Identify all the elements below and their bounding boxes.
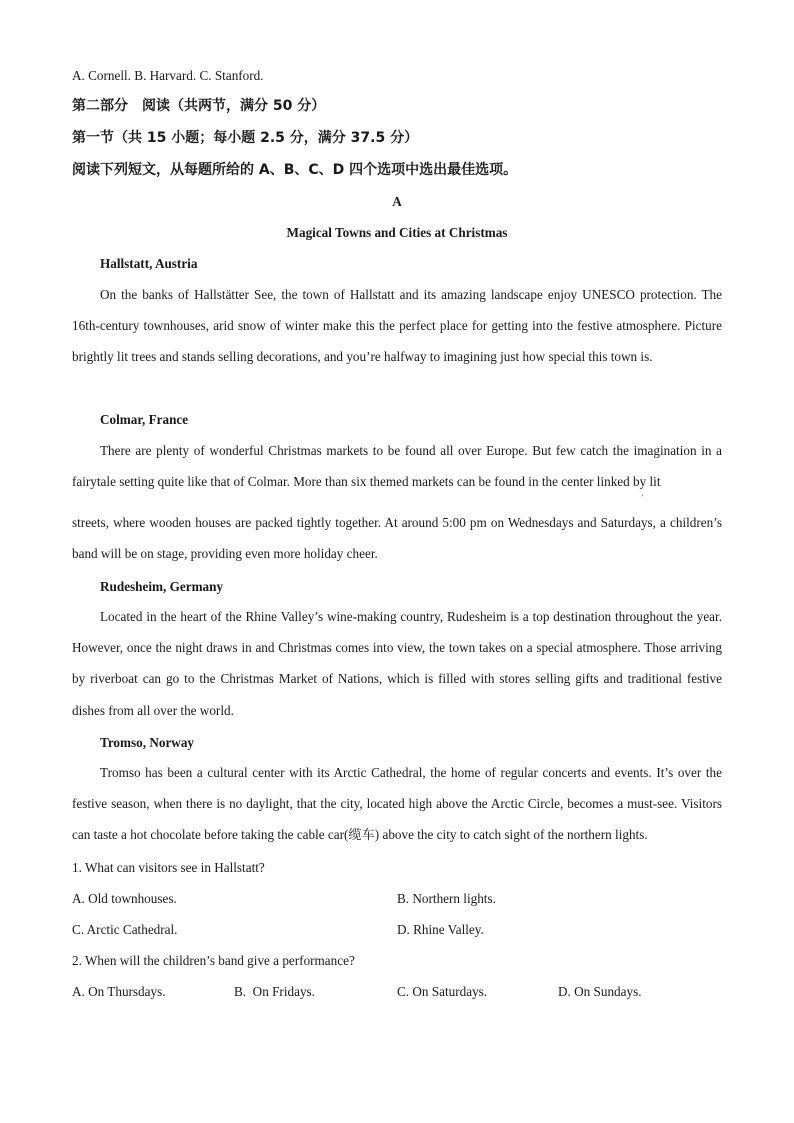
heading-tromso: Tromso, Norway bbox=[100, 735, 195, 750]
question-2-option-c: C. On Saturdays. bbox=[397, 984, 488, 999]
section-title: 第一节（共 15 小题；每小题 2.5 分，满分 37.5 分） bbox=[72, 130, 419, 146]
question-2-stem: 2. When will the children’s band give a performance? bbox=[72, 953, 355, 968]
paragraph-tromso: Tromso has been a cultural center with its Arctic Cathedral, the home of regular concerts and events. It’s over the festive season, when there is no daylight, that the city, located high above the Arctic Circle, becomes a must-see. Visitors can taste a hot chocolate before taking the cable car(缆车) above the city to catch sight of the northern lights. bbox=[72, 765, 722, 843]
question-1-stem: 1. What can visitors see in Hallstatt? bbox=[72, 860, 265, 875]
previous-answer-options: A. Cornell. B. Harvard. C. Stanford. bbox=[72, 68, 264, 83]
paragraph-colmar-part-2: streets, where wooden houses are packed tightly together. At around 5:00 pm on Wednesdays and Saturdays, a children’s band will be on stage, providing even more holiday cheer. bbox=[72, 515, 722, 562]
heading-hallstatt: Hallstatt, Austria bbox=[100, 256, 198, 271]
question-2-option-a: A. On Thursdays. bbox=[72, 984, 166, 999]
instructions: 阅读下列短文，从每题所给的 A、B、C、D 四个选项中选出最佳选项。 bbox=[72, 162, 518, 178]
stray-mark: ' bbox=[642, 493, 644, 502]
paragraph-colmar-part-1: There are plenty of wonderful Christmas markets to be found all over Europe. But few catch the imagination in a fairytale setting quite like that of Colmar. More than six themed markets can be found in the center linked by lit bbox=[72, 443, 722, 490]
question-1-option-d: D. Rhine Valley. bbox=[397, 922, 484, 937]
question-1-option-b: B. Northern lights. bbox=[397, 891, 496, 906]
heading-rudesheim: Rudesheim, Germany bbox=[100, 579, 224, 594]
question-1-option-c: C. Arctic Cathedral. bbox=[72, 922, 178, 937]
passage-title: Magical Towns and Cities at Christmas bbox=[286, 225, 508, 240]
part-title: 第二部分 阅读（共两节，满分 50 分） bbox=[72, 98, 326, 114]
paragraph-rudesheim: Located in the heart of the Rhine Valley’s wine-making country, Rudesheim is a top destination throughout the year. However, once the night draws in and Christmas comes into view, the town takes on a special atmosphere. Those arriving by riverboat can go to the Christmas Market of Nations, which is filled with stores selling gifts and traditional festive dishes from all over the world. bbox=[72, 609, 722, 718]
heading-colmar: Colmar, France bbox=[100, 412, 189, 427]
paragraph-hallstatt: On the banks of Hallstätter See, the town of Hallstatt and its amazing landscape enjoy UNESCO protection. The 16th-century townhouses, arid snow of winter make this the perfect place for getting into the festive atmosphere. Picture brightly lit trees and stands selling decorations, and you’re halfway to imagining just how special this town is. bbox=[72, 287, 722, 365]
passage-letter: A bbox=[392, 194, 402, 209]
question-2-option-d: D. On Sundays. bbox=[558, 984, 642, 999]
question-1-option-a: A. Old townhouses. bbox=[72, 891, 177, 906]
question-2-option-b: B. On Fridays. bbox=[234, 984, 315, 999]
